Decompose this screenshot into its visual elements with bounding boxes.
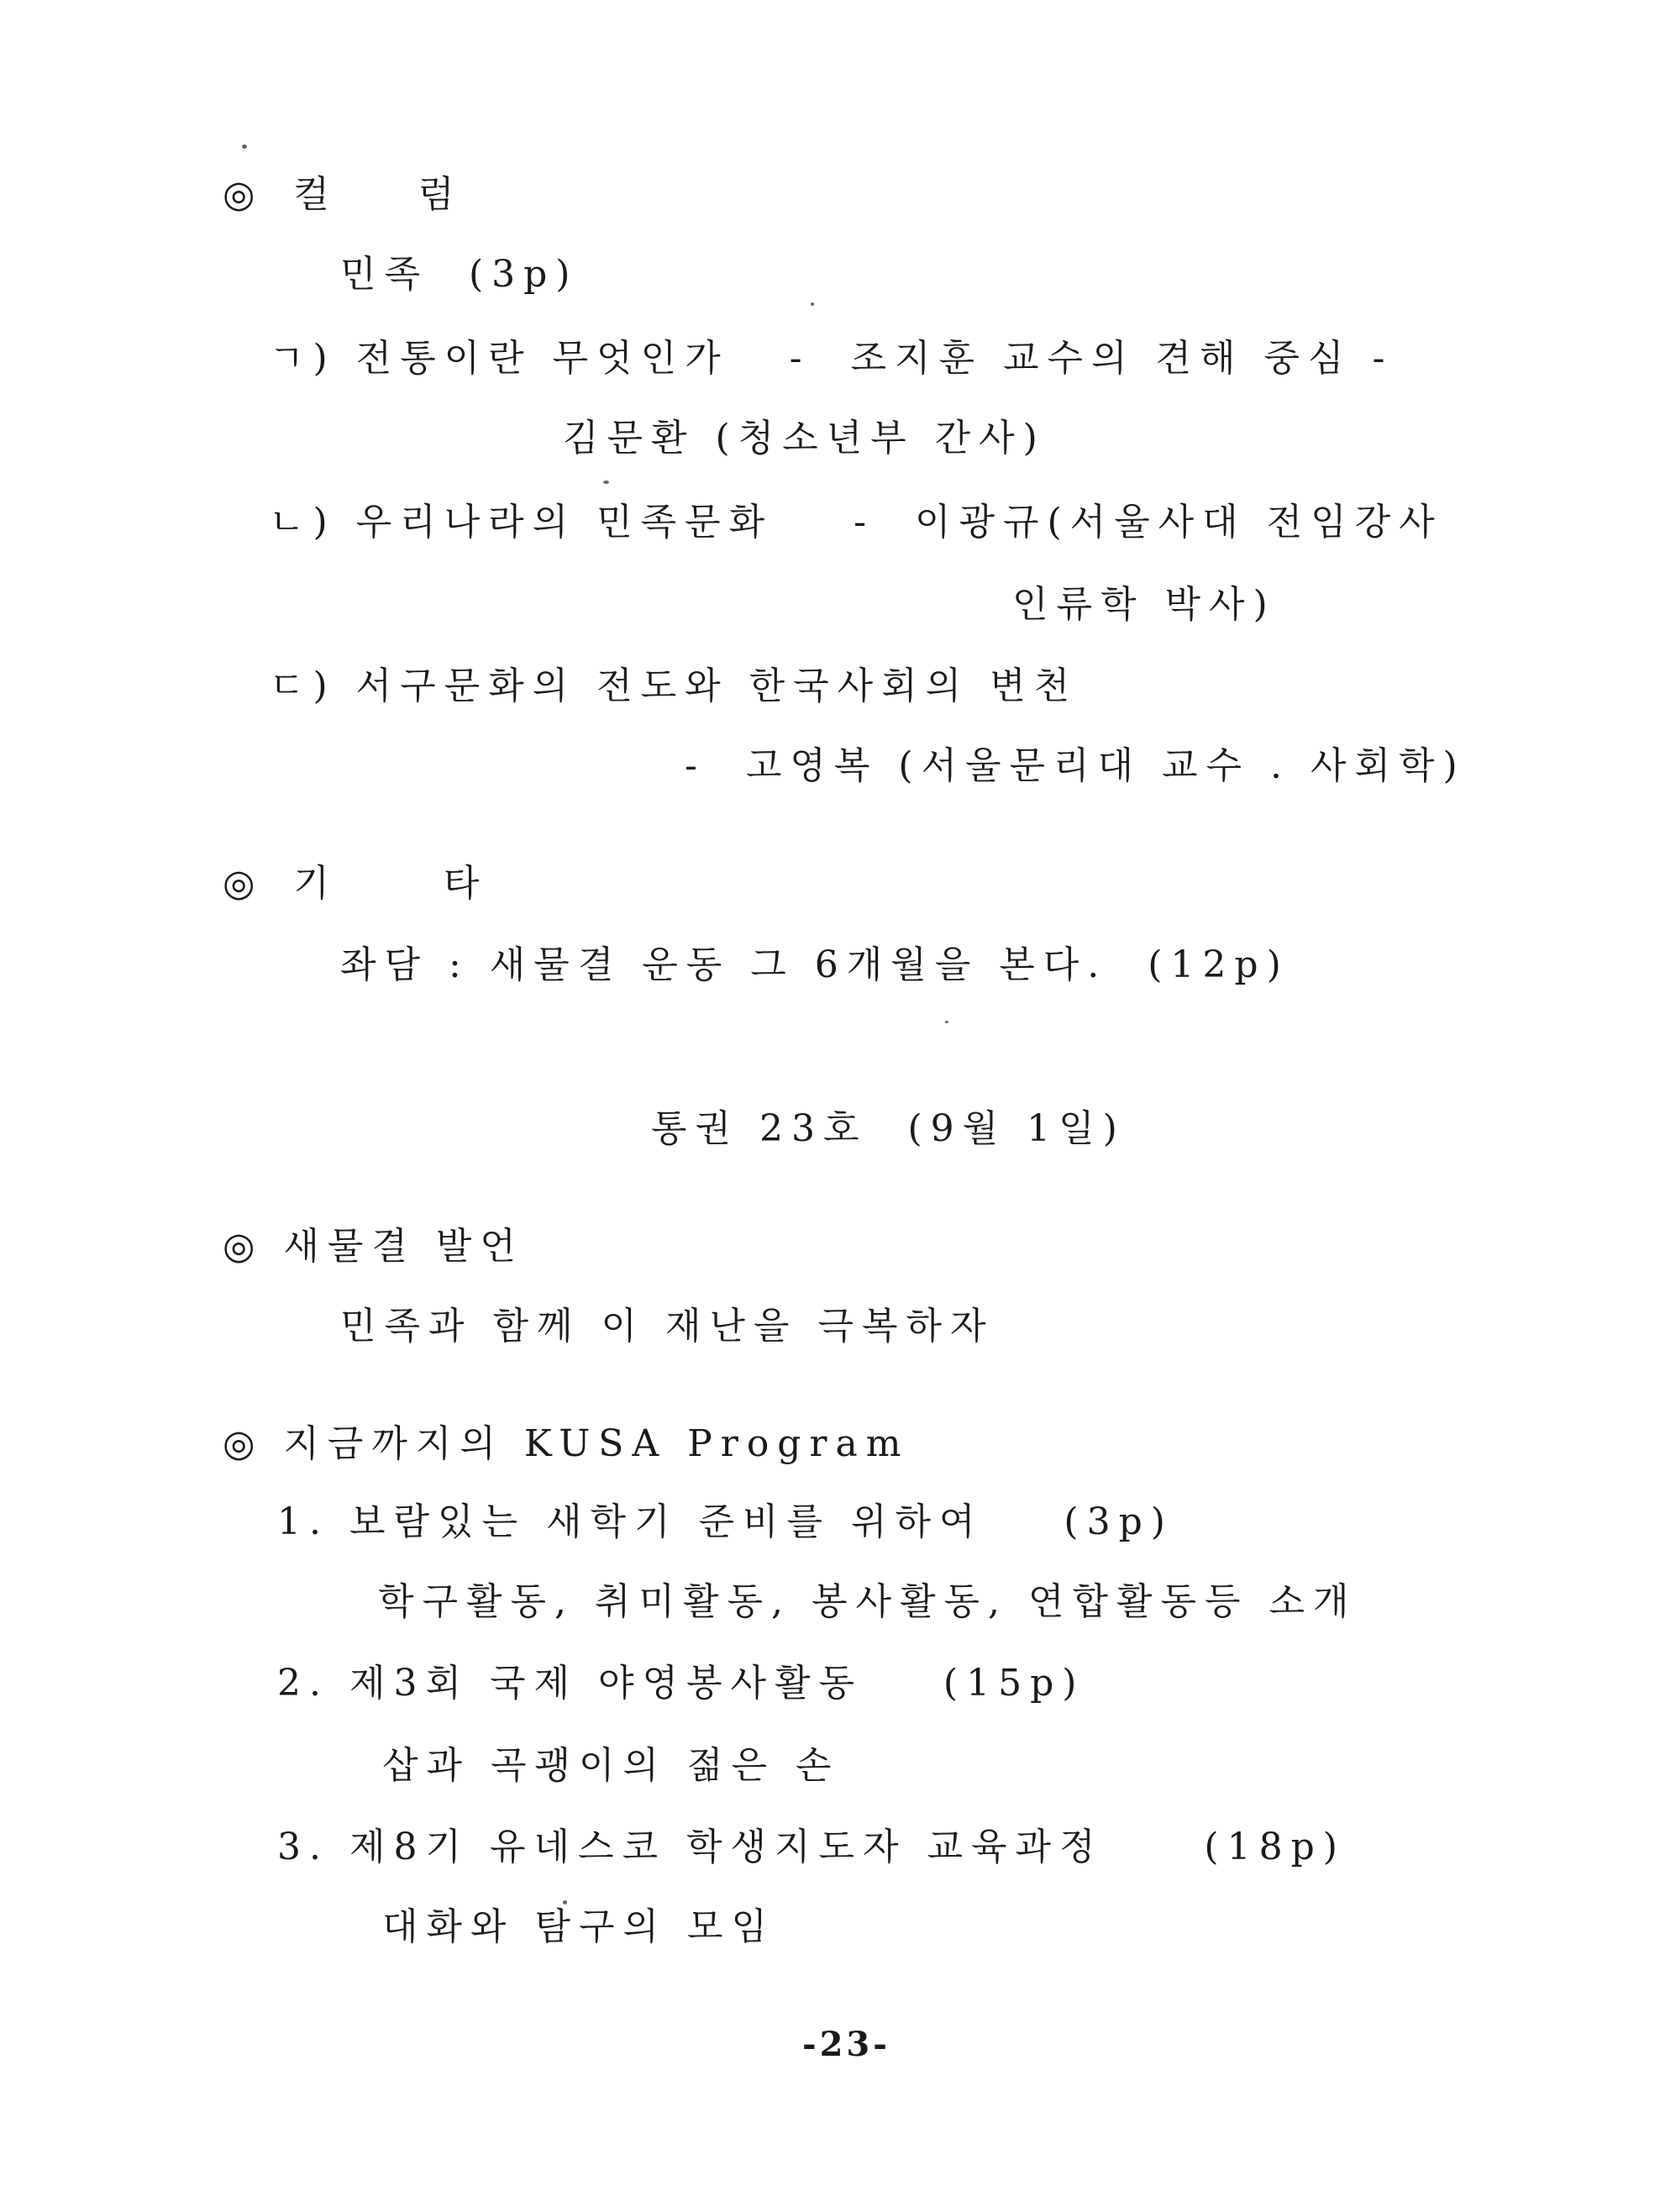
- section-heading-remark: ◎ 새물결 발언: [223, 1225, 524, 1268]
- issue-title: 통권 23호 (9월 1일): [651, 1107, 1126, 1150]
- program-item-3-desc: 대화와 탐구의 모임: [382, 1905, 776, 1948]
- column-item-ga: ㄱ) 전통이란 무엇인가 - 조지훈 교수의 견해 중심 -: [269, 337, 1394, 380]
- column-item-ga-author: 김문환 (청소년부 간사): [563, 417, 1046, 460]
- program-item-2: 2. 제3회 국제 야영봉사활동 (15p): [277, 1662, 1085, 1705]
- scan-speck: [603, 481, 609, 484]
- column-minjok: 민족 (3p): [340, 253, 579, 296]
- section-heading-kusa: ◎ 지금까지의 KUSA Program: [223, 1422, 910, 1465]
- program-item-1: 1. 보람있는 새학기 준비를 위하여 (3p): [277, 1500, 1174, 1543]
- scan-speck: [945, 1021, 948, 1023]
- column-item-na-continued: 인류학 박사): [1012, 583, 1276, 626]
- column-item-da: ㄷ) 서구문화의 전도와 한국사회의 변천: [269, 665, 1079, 707]
- section-heading-column: ◎ 컬 럼: [223, 173, 468, 216]
- scan-speck: [811, 302, 814, 306]
- section-heading-etc: ◎ 기 타: [223, 862, 493, 905]
- page-number: -23-: [802, 2025, 890, 2064]
- scan-speck: [563, 1900, 567, 1905]
- column-item-da-author: - 고영복 (서울문리대 교수 . 사회학): [685, 744, 1466, 787]
- program-item-3: 3. 제8기 유네스코 학생지도자 교육과정 (18p): [277, 1826, 1346, 1868]
- column-item-na: ㄴ) 우리나라의 민족문화 - 이광규(서울사대 전임강사: [269, 501, 1443, 544]
- remark-text: 민족과 함께 이 재난을 극복하자: [340, 1305, 995, 1348]
- program-item-2-desc: 삽과 곡괭이의 젊은 손: [382, 1744, 840, 1787]
- program-item-1-desc: 학구활동, 취미활동, 봉사활동, 연합활동등 소개: [378, 1580, 1358, 1623]
- scan-speck: [242, 144, 247, 149]
- etc-jwadam: 좌담 : 새물결 운동 그 6개월을 본다. (12p): [340, 943, 1290, 986]
